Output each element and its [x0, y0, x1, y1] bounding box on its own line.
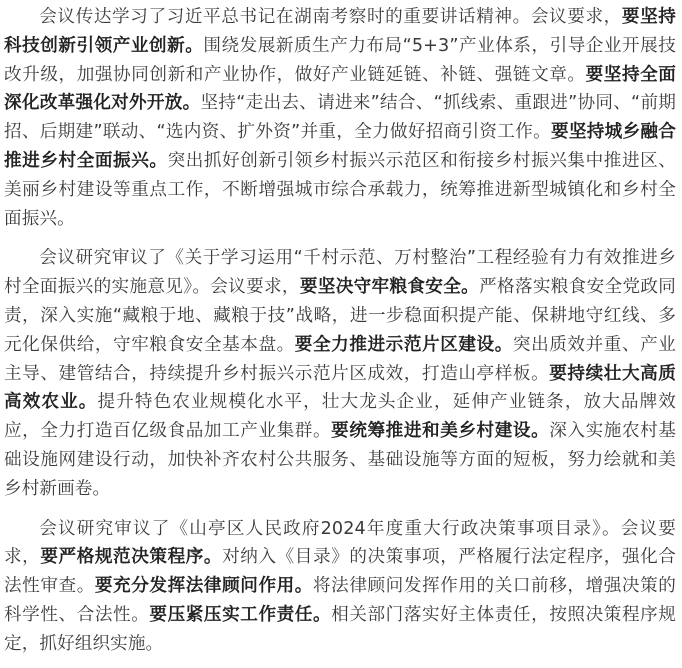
text-segment: 相关部门落实好主体责任，按照决策程序规定，抓好组织实施。 [4, 604, 676, 654]
text-segment: 将法律顾问发挥作用的关口前移，增强决策的科学性、合法性。 [4, 576, 676, 625]
article-body [4, 0, 676, 659]
key-point-highlight: 要全力推进示范片区建设。 [294, 334, 513, 355]
text-segment: 提升特色农业规模化水平，壮大龙头企业，延伸产业链条，放大品牌效应，全力打造百亿级食品加工产业集群。 [4, 392, 676, 442]
text-segment: 严格落实粮食安全党政同责，深入实施“藏粮于地、藏粮于技”战略，进一步稳面积提产能、保耕地守红线、多元化保供给，守牢粮食安全基本盘。 [4, 277, 676, 355]
paragraph-decision-catalog [4, 512, 676, 659]
key-point-highlight: 要持续壮大高质高效农业。 [4, 363, 676, 413]
text-segment: 深入实施农村基础设施网建设行动，加快补齐农村公共服务、基础设施等方面的短板，努力绘就和美乡村新画卷。 [4, 421, 677, 499]
text-segment: 突出抓好创新引领乡村振兴示范区和衔接乡村振兴集中推进区、美丽乡村建设等重点工作，不断增强城市综合承载力，统筹推进新型城镇化和乡村全面振兴。 [4, 150, 676, 229]
text-segment: 会议研究审议了《山亭区人民政府2024年度重大行政决策事项目录》。会议要求， [4, 518, 676, 568]
key-point-highlight: 要充分发挥法律顾问作用。 [94, 576, 313, 597]
text-segment: 突出质效并重、产业主导、建管结合，持续提升乡村振兴示范片区成效，打造山亭样板。 [4, 334, 676, 384]
text-segment: 坚持“走出去、请进来”结合、“抓线索、重跟进”协同、“前期招、后期建”联动、“选内资、扩外资”并重，全力做好招商引资工作。 [4, 93, 676, 143]
text-segment: 会议研究审议了《关于学习运用“千村示范、万村整治”工程经验有力有效推进乡村全面振兴的实施意见》。会议要求， [4, 248, 676, 298]
paragraph-rural-revitalization [4, 241, 676, 503]
text-segment: 会议传达学习了习近平总书记在湖南考察时的重要讲话精神。会议要求， [39, 7, 622, 27]
key-point-highlight: 要压紧压实工作责任。 [149, 604, 332, 625]
key-point-highlight: 要坚持城乡融合推进乡村全面振兴。 [4, 122, 676, 171]
key-point-highlight: 要坚持科技创新引领产业创新。 [4, 7, 677, 56]
paragraph-meeting-spirit [4, 0, 676, 233]
key-point-highlight: 要坚持全面深化改革强化对外开放。 [4, 64, 676, 114]
key-point-highlight: 要严格规范决策程序。 [40, 547, 223, 568]
text-segment: 对纳入《目录》的决策事项，严格履行法定程序，强化合法性审查。 [4, 547, 676, 597]
key-point-highlight: 要坚决守牢粮食安全。 [299, 277, 480, 298]
key-point-highlight: 要统筹推进和美乡村建设。 [331, 421, 550, 442]
text-segment: 围绕发展新质生产力布局“5+3”产业体系，引导企业开展技改升级，加强协同创新和产业协作，做好产业链延链、补链、强链文章。 [4, 35, 676, 85]
